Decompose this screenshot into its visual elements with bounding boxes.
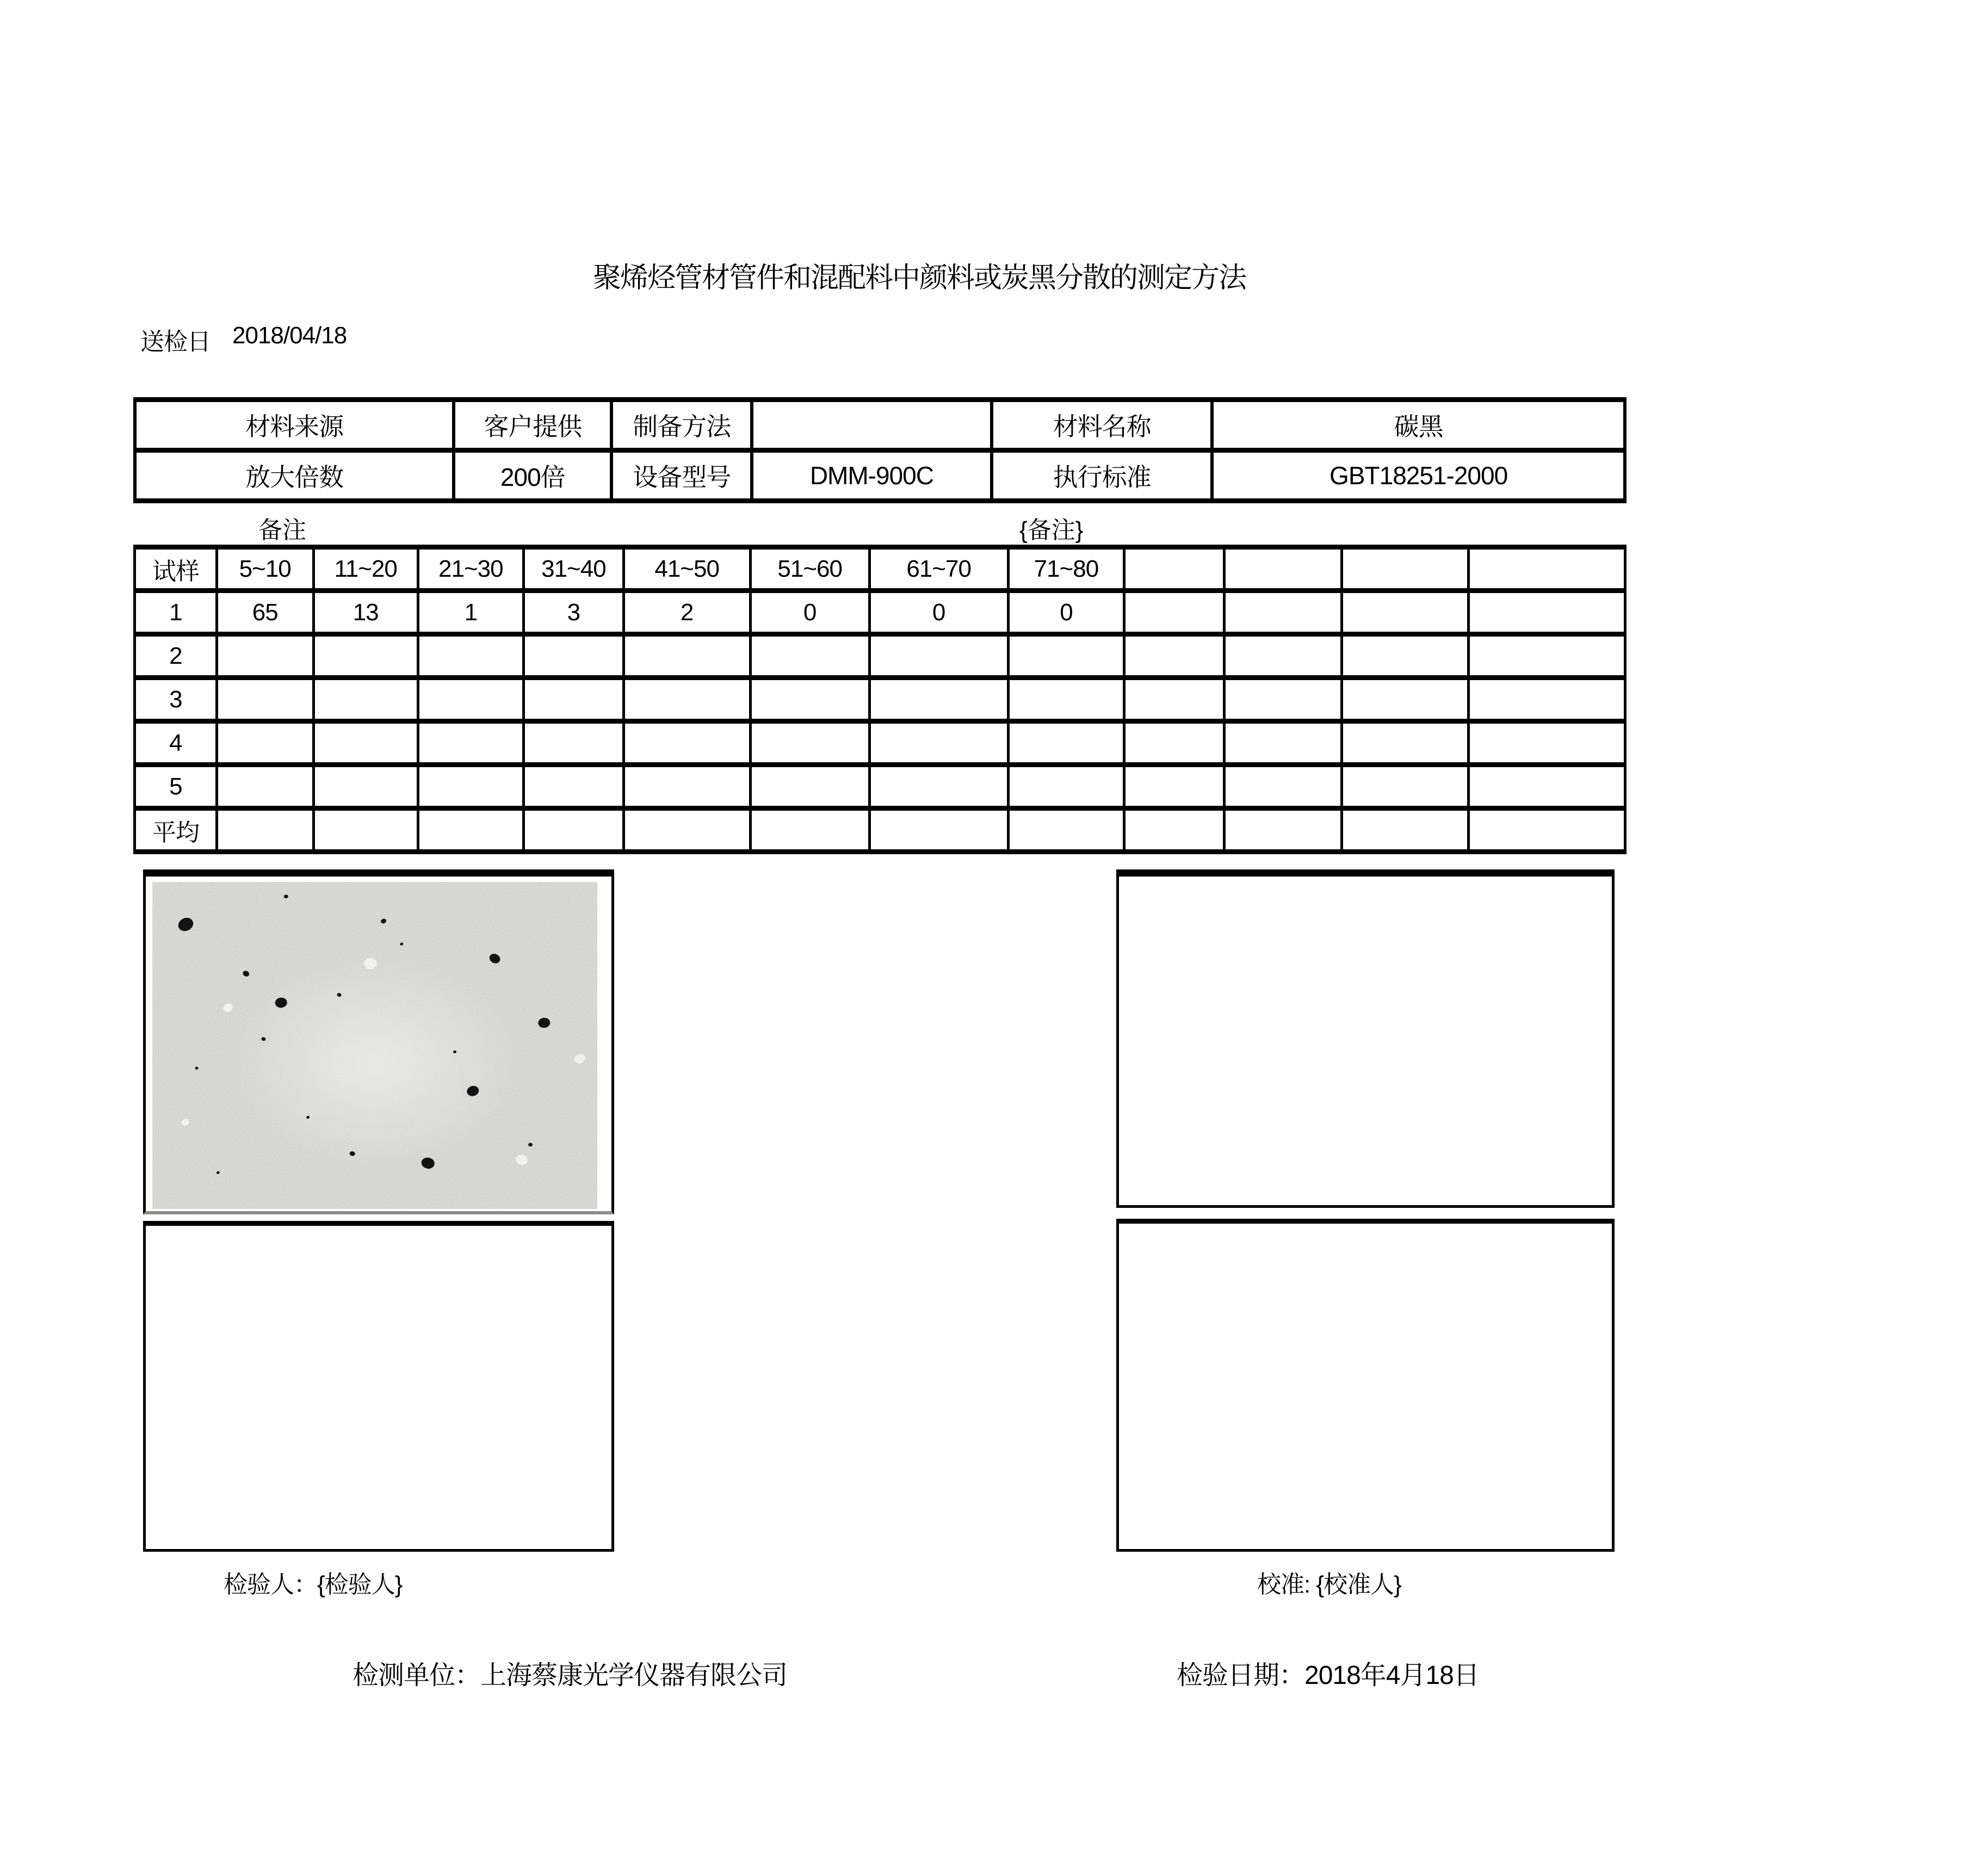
results-cell xyxy=(1008,765,1124,809)
results-cell xyxy=(313,809,418,852)
results-cell xyxy=(1342,765,1469,809)
results-cell xyxy=(1124,634,1225,678)
results-cell: 平均 xyxy=(135,809,217,852)
results-cell xyxy=(1008,678,1124,721)
table-row xyxy=(135,809,1625,852)
results-cell xyxy=(418,809,524,852)
testing-unit-line xyxy=(353,1654,787,1692)
results-col-header: 31~40 xyxy=(524,547,624,591)
results-table xyxy=(133,545,1627,854)
results-cell xyxy=(869,721,1008,765)
results-cell xyxy=(1224,765,1341,809)
inspector-label: 检验人： xyxy=(224,1571,317,1598)
info-cell: 碳黑 xyxy=(1212,400,1625,451)
results-cell xyxy=(1469,678,1625,721)
results-cell xyxy=(869,678,1008,721)
results-cell: 2 xyxy=(623,591,750,634)
results-cell xyxy=(313,765,418,809)
results-cell: 0 xyxy=(869,591,1008,634)
results-cell xyxy=(1342,678,1469,721)
results-cell xyxy=(1469,721,1625,765)
results-cell xyxy=(1469,765,1625,809)
testing-unit-value: 上海蔡康光学仪器有限公司 xyxy=(480,1661,788,1690)
results-cell xyxy=(869,809,1008,852)
remark-placeholder: {备注} xyxy=(1019,517,1084,544)
results-cell xyxy=(1008,809,1124,852)
results-cell xyxy=(1124,765,1225,809)
results-cell xyxy=(750,634,869,678)
results-cell xyxy=(524,721,624,765)
results-cell: 3 xyxy=(135,678,217,721)
calibrator-line xyxy=(1257,1565,1401,1600)
results-cell xyxy=(217,634,313,678)
results-cell xyxy=(1469,809,1625,852)
results-cell: 1 xyxy=(135,591,217,634)
results-cell xyxy=(217,721,313,765)
results-cell: 1 xyxy=(418,591,524,634)
table-row xyxy=(135,678,1625,721)
results-cell xyxy=(869,634,1008,678)
table-row xyxy=(135,634,1625,678)
results-cell xyxy=(750,678,869,721)
results-cell xyxy=(1342,591,1469,634)
calibrator-placeholder: {校准人} xyxy=(1316,1571,1401,1598)
results-cell xyxy=(1224,809,1341,852)
remark-label: 备注 xyxy=(258,517,306,544)
info-cell: GBT18251-2000 xyxy=(1212,451,1625,501)
info-cell: DMM-900C xyxy=(752,451,992,501)
info-cell: 200倍 xyxy=(454,451,611,501)
table-row xyxy=(135,721,1625,765)
results-col-header xyxy=(1124,547,1225,591)
results-col-header xyxy=(1469,547,1625,591)
results-cell xyxy=(1469,591,1625,634)
info-cell: 材料名称 xyxy=(992,400,1212,451)
results-cell xyxy=(750,809,869,852)
results-cell xyxy=(623,721,750,765)
results-col-header: 71~80 xyxy=(1008,547,1124,591)
results-col-header xyxy=(1342,547,1469,591)
results-col-header: 5~10 xyxy=(217,547,313,591)
results-cell xyxy=(217,678,313,721)
table-row xyxy=(135,451,1625,501)
results-cell xyxy=(1224,678,1341,721)
results-col-header: 11~20 xyxy=(313,547,418,591)
results-cell xyxy=(1124,809,1225,852)
results-cell xyxy=(524,765,624,809)
results-cell xyxy=(750,765,869,809)
table-row xyxy=(135,591,1625,634)
results-cell: 3 xyxy=(524,591,624,634)
results-cell xyxy=(524,634,624,678)
results-col-header: 41~50 xyxy=(623,547,750,591)
info-cell xyxy=(752,400,992,451)
results-cell xyxy=(869,765,1008,809)
submission-date-label: 送检日 xyxy=(140,329,211,355)
results-cell xyxy=(217,765,313,809)
results-cell xyxy=(1469,634,1625,678)
results-col-header: 21~30 xyxy=(418,547,524,591)
results-cell xyxy=(1008,634,1124,678)
results-cell xyxy=(1124,591,1225,634)
submission-date-value: 2018/04/18 xyxy=(232,322,347,349)
results-cell xyxy=(217,809,313,852)
results-cell xyxy=(1124,721,1225,765)
results-cell xyxy=(1224,634,1341,678)
empty-box-right-bottom xyxy=(1116,1219,1615,1552)
results-cell xyxy=(418,634,524,678)
results-cell xyxy=(313,721,418,765)
results-cell: 0 xyxy=(750,591,869,634)
results-cell: 2 xyxy=(135,634,217,678)
micrograph-box xyxy=(143,869,614,1214)
info-table xyxy=(133,397,1627,503)
results-cell xyxy=(418,765,524,809)
inspection-date-value: 2018年4月18日 xyxy=(1304,1661,1479,1690)
results-header-row xyxy=(135,547,1625,591)
info-cell: 材料来源 xyxy=(135,400,454,451)
page-title: 聚烯烃管材管件和混配料中颜料或炭黑分散的测定方法 xyxy=(593,262,1246,294)
results-cell xyxy=(1124,678,1225,721)
results-cell xyxy=(313,634,418,678)
results-cell xyxy=(1224,591,1341,634)
empty-box-left-bottom xyxy=(143,1221,614,1552)
results-cell xyxy=(1342,809,1469,852)
results-cell xyxy=(524,678,624,721)
results-col-header: 51~60 xyxy=(750,547,869,591)
empty-box-right-top xyxy=(1116,869,1615,1208)
inspection-date-label: 检验日期： xyxy=(1177,1661,1305,1690)
results-cell xyxy=(623,678,750,721)
info-cell: 设备型号 xyxy=(611,451,751,501)
table-row xyxy=(135,400,1625,451)
info-cell: 客户提供 xyxy=(454,400,611,451)
results-cell xyxy=(418,678,524,721)
carbon-black-speck xyxy=(528,1143,533,1146)
results-cell xyxy=(1224,721,1341,765)
results-cell: 0 xyxy=(1008,591,1124,634)
results-col-header xyxy=(1224,547,1341,591)
results-col-header: 试样 xyxy=(135,547,217,591)
inspector-placeholder: {检验人} xyxy=(317,1571,403,1598)
results-cell xyxy=(1342,634,1469,678)
results-col-header: 61~70 xyxy=(869,547,1008,591)
results-cell xyxy=(623,809,750,852)
results-cell: 4 xyxy=(135,721,217,765)
results-cell: 5 xyxy=(135,765,217,809)
info-cell: 制备方法 xyxy=(611,400,751,451)
testing-unit-label: 检测单位： xyxy=(353,1661,481,1690)
info-cell: 执行标准 xyxy=(992,451,1212,501)
results-cell xyxy=(1008,721,1124,765)
results-cell xyxy=(623,634,750,678)
inspection-date-line xyxy=(1177,1654,1479,1692)
results-cell xyxy=(1342,721,1469,765)
calibrator-label: 校准: xyxy=(1257,1571,1310,1598)
inspector-line xyxy=(224,1565,402,1600)
results-cell: 13 xyxy=(313,591,418,634)
micrograph-image xyxy=(152,882,597,1209)
table-row xyxy=(135,765,1625,809)
results-cell xyxy=(623,765,750,809)
results-cell xyxy=(418,721,524,765)
results-cell xyxy=(524,809,624,852)
results-cell: 65 xyxy=(217,591,313,634)
results-cell xyxy=(313,678,418,721)
results-cell xyxy=(750,721,869,765)
info-cell: 放大倍数 xyxy=(135,451,454,501)
